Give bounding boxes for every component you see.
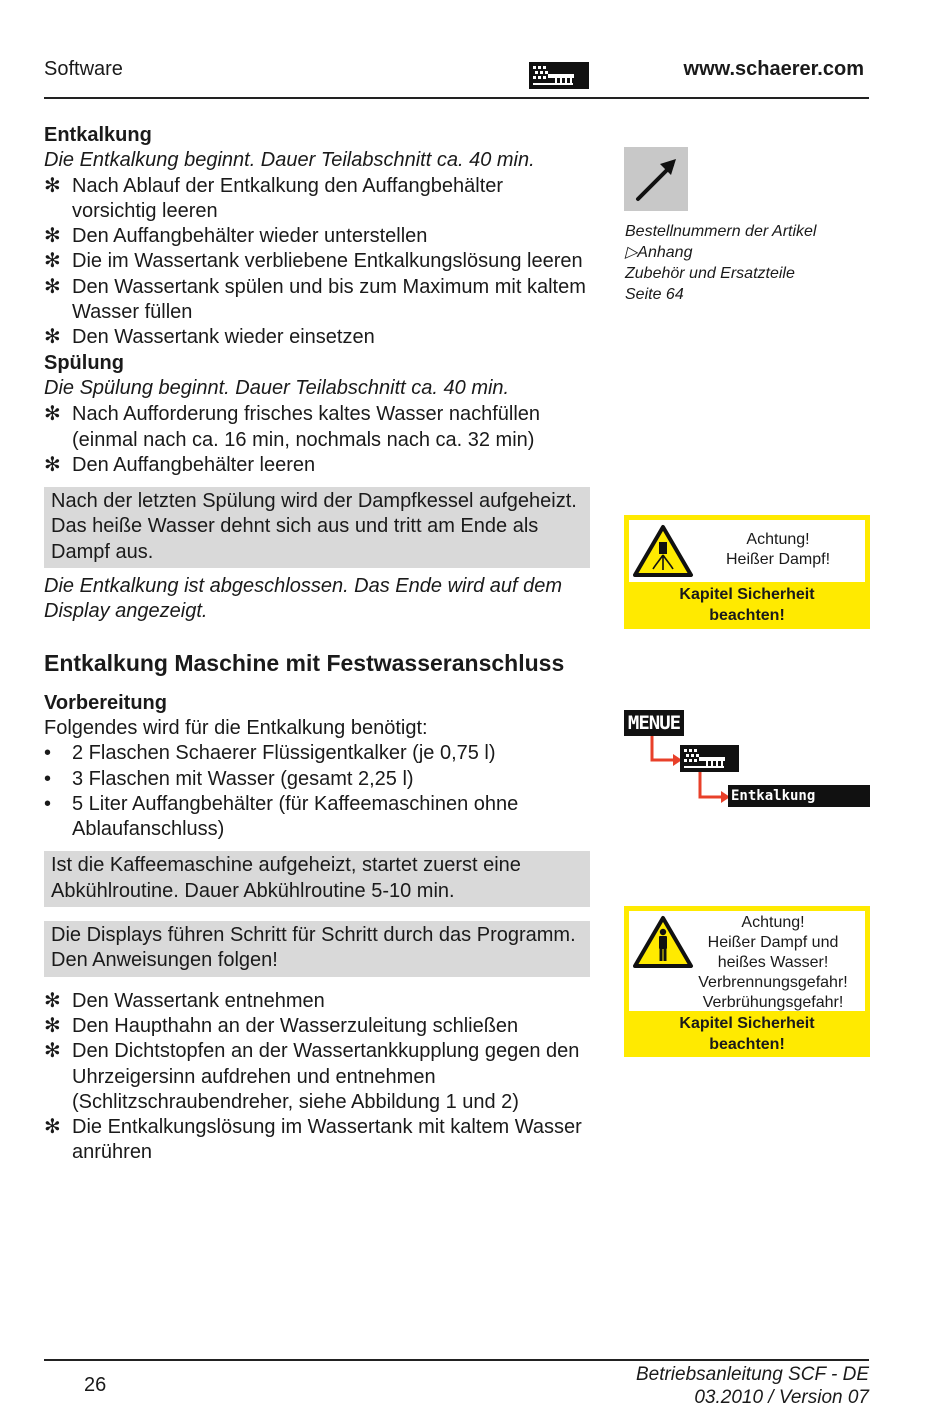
list-item: ✻ Den Wassertank entnehmen — [44, 989, 590, 1014]
list-item: ✻ Den Auffangbehälter wieder unterstellen — [44, 224, 590, 249]
header-divider — [44, 97, 869, 99]
list-item: ✻ Den Wassertank wieder einsetzen — [44, 325, 590, 350]
step-asterisk-icon: ✻ — [44, 1014, 61, 1037]
list-item: ✻ Nach Aufforderung frisches kaltes Wasser nachfüllen (einmal nach ca. 16 min, nochmals nach ca. 32 min) — [44, 403, 541, 451]
page-number: 26 — [84, 1374, 107, 1396]
list-item: ✻ Nach Ablauf der Entkalkung den Auffangbehälter vorsichtig leeren — [44, 174, 504, 222]
coffee-machine-logo-icon — [680, 745, 739, 772]
warning-text: Achtung! Heißer Dampf! — [725, 531, 831, 568]
preparation-intro: Folgendes wird für die Entkalkung benötigt: — [44, 716, 428, 739]
list-item: ✻ Den Auffangbehälter leeren — [44, 453, 590, 478]
step-asterisk-icon: ✻ — [44, 403, 61, 426]
steam-note-box: Nach der letzten Spülung wird der Dampfkessel aufgeheizt. Das heiße Wasser dehnt sich aus und tritt am Ende als Dampf aus. — [44, 487, 590, 568]
menu-navigation-diagram — [624, 708, 870, 808]
list-item: ✻ Den Dichtstopfen an der Wassertankkupplung gegen den Uhrzeigersinn aufdrehen und entnehmen (Schlitzschraubendreher, siehe Abbildung 1 und 2) — [44, 1040, 580, 1113]
rinse-intro: Die Spülung beginnt. Dauer Teilabschnitt ca. 40 min. — [44, 376, 510, 399]
step-asterisk-icon: ✻ — [44, 989, 61, 1012]
decalcify-end-text: Die Entkalkung ist abgeschlossen. Das Ende wird auf dem Display angezeigt. — [44, 575, 563, 623]
menu-label: MENUE — [624, 710, 684, 736]
footer-divider — [44, 1359, 869, 1361]
warning-safety-reference: Kapitel Sicherheit beachten! — [679, 1015, 815, 1053]
step-asterisk-icon: ✻ — [44, 326, 61, 349]
list-item: • 2 Flaschen Schaerer Flüssigentkalker (je 0,75 l) — [44, 741, 590, 766]
bullet-icon: • — [44, 792, 52, 815]
decalcify-heading: Entkalkung — [44, 124, 152, 146]
hot-steam-warning-icon — [632, 524, 694, 578]
document-info: Betriebsanleitung SCF - DE 03.2010 / Version 07 — [635, 1364, 869, 1407]
bullet-icon: • — [44, 767, 52, 790]
warning-safety-reference: Kapitel Sicherheit beachten! — [679, 586, 815, 624]
step-asterisk-icon: ✻ — [44, 453, 61, 476]
preparation-heading: Vorbereitung — [44, 691, 167, 714]
cooldown-note-box: Ist die Kaffeemaschine aufgeheizt, startet zuerst eine Abkühlroutine. Dauer Abkühlroutine 5-10 min. — [44, 851, 590, 907]
header-section-label: Software — [44, 58, 123, 80]
list-item: • 5 Liter Auffangbehälter (für Kaffeemaschinen ohne Ablaufanschluss) — [44, 792, 519, 841]
step-asterisk-icon: ✻ — [44, 275, 61, 298]
hot-water-warning — [624, 906, 870, 1057]
step-asterisk-icon: ✻ — [44, 174, 61, 197]
step-asterisk-icon: ✻ — [44, 1040, 61, 1063]
list-item: ✻ Den Wassertank spülen und bis zum Maximum mit kaltem Wasser füllen — [44, 275, 586, 324]
list-item: • 3 Flaschen mit Wasser (gesamt 2,25 l) — [44, 767, 590, 792]
step-asterisk-icon: ✻ — [44, 250, 61, 273]
menu-item-entkalkung[interactable]: Entkalkung — [728, 785, 870, 807]
rinse-heading: Spülung — [44, 351, 124, 374]
list-item: ✻ Die im Wassertank verbliebene Entkalkungslösung leeren — [44, 249, 590, 274]
list-item: ✻ Die Entkalkungslösung im Wassertank mit kaltem Wasser anrühren — [44, 1116, 582, 1164]
section-title: Entkalkung Maschine mit Festwasseranschluss — [44, 649, 565, 676]
display-note-box: Die Displays führen Schritt für Schritt durch das Programm. Den Anweisungen folgen! — [44, 921, 590, 977]
step-asterisk-icon: ✻ — [44, 1116, 61, 1139]
order-number-reference[interactable]: Bestellnummern der Artikel ▷Anhang Zubehör und Ersatzteile Seite 64 — [625, 223, 817, 303]
list-item: ✻ Den Haupthahn an der Wasserzuleitung schließen — [44, 1014, 590, 1039]
coffee-machine-logo-icon — [529, 62, 589, 89]
main-content — [44, 123, 590, 1166]
warning-text: Achtung! Heißer Dampf und heißes Wasser! Verbrennungsgefahr! Verbrühungsgefahr! — [698, 914, 848, 1011]
decalcify-intro: Die Entkalkung beginnt. Dauer Teilabschnitt ca. 40 min. — [44, 149, 535, 172]
arrow-reference-icon — [624, 147, 688, 211]
bullet-icon: • — [44, 742, 52, 765]
hot-steam-warning — [624, 515, 870, 629]
step-asterisk-icon: ✻ — [44, 225, 61, 248]
website-url[interactable]: www.schaerer.com — [683, 58, 864, 80]
